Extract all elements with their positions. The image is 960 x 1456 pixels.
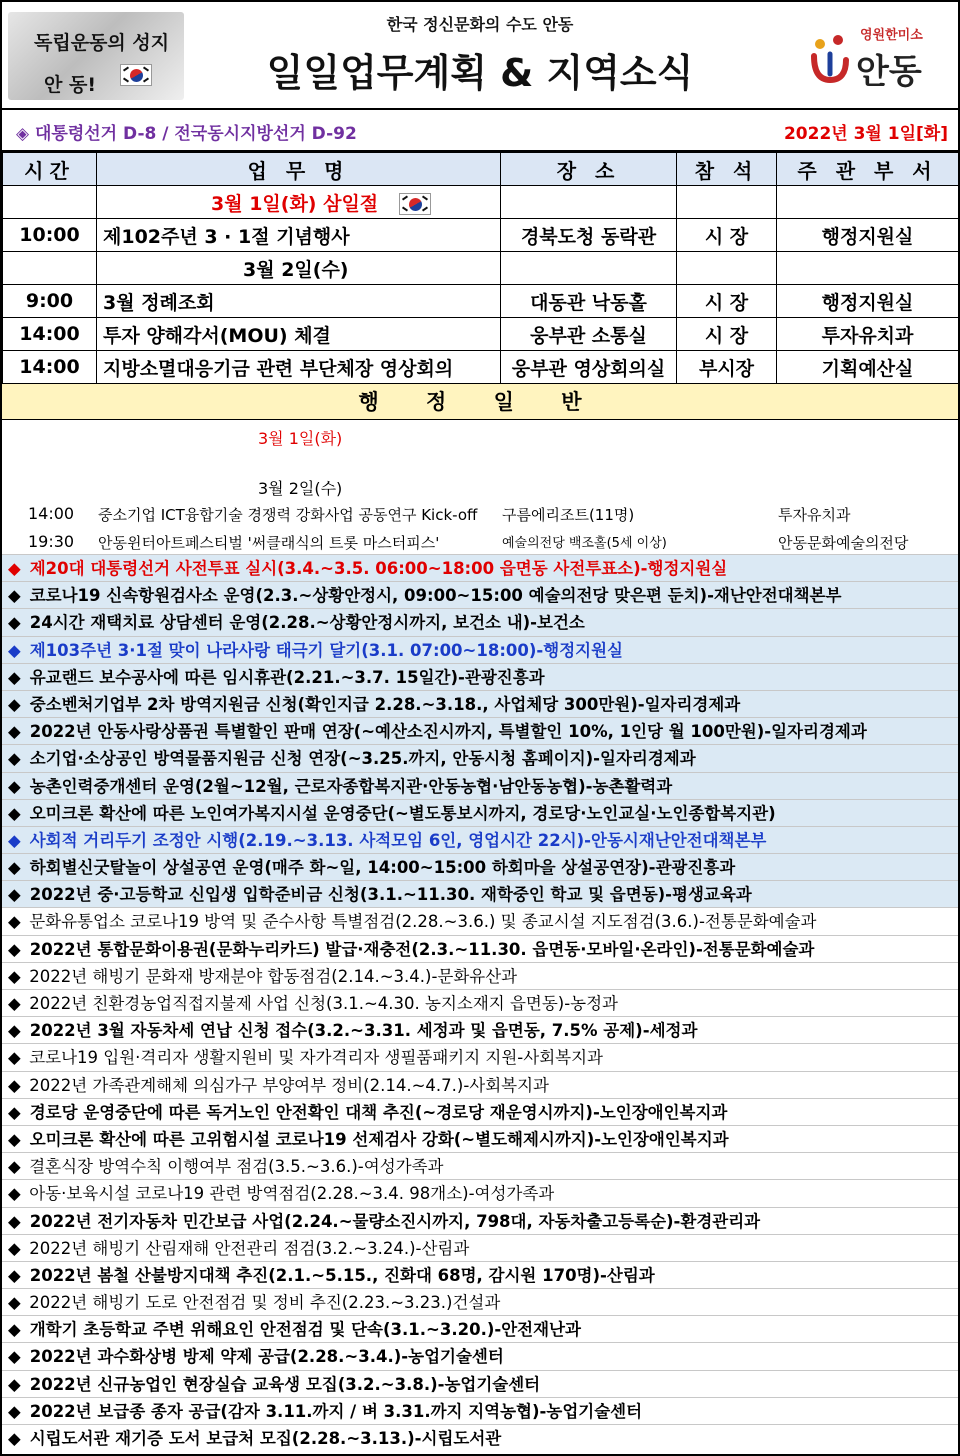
admin-time: 14:00 xyxy=(28,504,75,523)
row-dept: 기획예산실 xyxy=(777,351,959,384)
row-dept: 행정지원실 xyxy=(777,285,959,318)
diamond-bullet-icon: ◆ xyxy=(8,586,21,606)
notice-item xyxy=(2,826,958,853)
diamond-bullet-icon: ◆ xyxy=(8,776,21,796)
notice-text: 오미크론 확산에 따른 노인여가복지시설 운영중단(~별도통보시까지, 경로당·노인교실·노인종합복지관) xyxy=(24,803,776,823)
admin-body xyxy=(2,420,958,572)
notice-item xyxy=(2,962,958,989)
notice-item xyxy=(2,772,958,799)
row-place: 경북도청 동락관 xyxy=(501,219,677,252)
row-place: 웅부관 소통실 xyxy=(501,318,677,351)
diamond-bullet-icon: ◆ xyxy=(8,1048,21,1068)
header-time: 시간 xyxy=(3,153,97,186)
notice-text: 2022년 해빙기 산림재해 안전관리 점검(3.2.~3.24.)-산림과 xyxy=(24,1238,470,1258)
notice-text: 문화유통업소 코로나19 방역 및 준수사항 특별점검(2.28.~3.6.) 및 종교시설 지도점검(3.6.)-전통문화예술과 xyxy=(24,912,817,932)
notice-item xyxy=(2,880,958,907)
notice-text: 사회적 거리두기 조정안 시행(2.19.~3.13. 사적모임 6인, 영업시간 22시)-안동시재난안전대책본부 xyxy=(24,830,767,850)
notice-item xyxy=(2,1152,958,1179)
row-attend: 부시장 xyxy=(677,351,777,384)
notice-text: 2022년 과수화상병 방제 약제 공급(2.28.~3.4.)-농업기술센터 xyxy=(24,1347,504,1367)
row-dept: 투자유치과 xyxy=(777,318,959,351)
notice-item xyxy=(2,1424,958,1451)
notice-text: 2022년 해빙기 도로 안전점검 및 정비 추진(2.23.~3.23.)건설과 xyxy=(24,1293,501,1313)
notice-text: 아동·보육시설 코로나19 관련 방역점검(2.28.~3.4. 98개소)-여성가족과 xyxy=(24,1184,555,1204)
page-subtitle: 한국 정신문화의 수도 안동 xyxy=(386,15,574,34)
diamond-bullet-icon: ◆ xyxy=(8,1184,21,1204)
notice-text: 시립도서관 재기증 도서 보급처 모집(2.28.~3.13.)-시립도서관 xyxy=(24,1429,502,1448)
admin-date-1: 3월 1일(화) xyxy=(258,429,343,448)
diamond-bullet-icon: ◆ xyxy=(8,1211,21,1231)
admin-heading: 행 정 일 반 xyxy=(2,384,958,420)
header-task: 업 무 명 xyxy=(97,153,501,186)
notice-text: 결혼식장 방역수칙 이행여부 점검(3.5.~3.6.)-여성가족과 xyxy=(24,1157,444,1177)
admin-dept: 투자유치과 xyxy=(778,506,851,524)
notice-item xyxy=(2,989,958,1016)
row-dept: 행정지원실 xyxy=(777,219,959,252)
notice-item xyxy=(2,554,958,581)
logo-name: 안동 xyxy=(856,52,922,92)
diamond-bullet-icon: ◆ xyxy=(8,1293,21,1313)
diamond-bullet-icon: ◆ xyxy=(8,1021,21,1041)
notice-item xyxy=(2,581,958,608)
diamond-bullet-icon: ◆ xyxy=(8,1075,21,1095)
row-task: 지방소멸대응기금 관련 부단체장 영상회의 xyxy=(97,351,501,384)
schedule-table xyxy=(2,152,959,384)
date-label: 3월 1일(화) 삼일절 xyxy=(211,192,379,215)
header-attend: 참 석 xyxy=(677,153,777,186)
row-task: 제102주년 3 · 1절 기념행사 xyxy=(97,219,501,252)
notice-item xyxy=(2,717,958,744)
notice-item xyxy=(2,1370,958,1397)
table-row xyxy=(3,285,959,318)
dday-bar xyxy=(2,110,958,152)
notice-text: 2022년 안동사랑상품권 특별할인 판매 연장(~예산소진시까지, 특별할인 10%, 1인당 월 100만원)-일자리경제과 xyxy=(24,722,867,742)
notice-text: 2022년 3월 자동차세 연납 신청 접수(3.2.~3.31. 세정과 및 읍면동, 7.5% 공제)-세정과 xyxy=(24,1021,698,1041)
diamond-bullet-icon: ◆ xyxy=(8,1320,21,1340)
notice-item xyxy=(2,1234,958,1261)
notice-text: 2022년 보급종 종자 공급(감자 3.11.까지 / 벼 3.31.까지 지역농협)-농업기술센터 xyxy=(24,1401,643,1421)
notice-text: 소기업·소상공인 방역물품지원금 신청 연장(~3.25.까지, 안동시청 홈페이지)-일자리경제과 xyxy=(24,749,696,769)
row-time: 9:00 xyxy=(3,285,97,318)
slogan-line2: 안 동! xyxy=(44,74,96,96)
notice-item xyxy=(2,853,958,880)
notice-text: 2022년 해빙기 문화재 방재분야 합동점검(2.14.~3.4.)-문화유산과 xyxy=(24,966,518,986)
notice-item xyxy=(2,608,958,635)
header xyxy=(2,2,958,110)
admin-task: 안동윈터아트페스티벌 '써클래식의 트롯 마스터피스' xyxy=(98,534,440,552)
diamond-bullet-icon: ◆ xyxy=(8,1129,21,1149)
notice-text: 하회별신굿탈놀이 상설공연 운영(매주 화~일, 14:00~15:00 하회마을 상설공연장)-관광진흥과 xyxy=(24,858,736,878)
logo-slogan: 영원한미소 xyxy=(860,28,923,43)
notice-item xyxy=(2,1016,958,1043)
diamond-bullet-icon: ◆ xyxy=(8,667,21,687)
notice-item xyxy=(2,1179,958,1206)
notice-item xyxy=(2,1071,958,1098)
notice-item xyxy=(2,907,958,934)
notice-text: 농촌인력중개센터 운영(2월~12월, 근로자종합복지관·안동농협·남안동농협)-농촌활력과 xyxy=(24,776,673,796)
admin-row xyxy=(2,504,958,526)
diamond-bullet-icon: ◆ xyxy=(8,1401,21,1421)
row-place: 대동관 낙동홀 xyxy=(501,285,677,318)
diamond-bullet-icon: ◆ xyxy=(8,1265,21,1285)
table-row xyxy=(3,219,959,252)
notice-item xyxy=(2,1315,958,1342)
notice-item xyxy=(2,1125,958,1152)
notice-text: 개학기 초등학교 주변 위해요인 안전점검 및 단속(3.1.~3.20.)-안전재난과 xyxy=(24,1320,581,1340)
notice-item xyxy=(2,1397,958,1424)
notice-text: 2022년 봄철 산불방지대책 추진(2.1.~5.15., 진화대 68명, 감시원 170명)-산림과 xyxy=(24,1265,655,1285)
notice-item xyxy=(2,1043,958,1070)
header-dept: 주 관 부 서 xyxy=(777,153,959,186)
date-row xyxy=(3,252,959,285)
table-row xyxy=(3,318,959,351)
date-row xyxy=(3,186,959,219)
date-row-1 xyxy=(97,186,501,219)
header-place: 장 소 xyxy=(501,153,677,186)
diamond-bullet-icon: ◆ xyxy=(8,1347,21,1367)
notice-item xyxy=(2,799,958,826)
notice-item xyxy=(2,1261,958,1288)
diamond-bullet-icon: ◆ xyxy=(8,966,21,986)
notice-list xyxy=(2,554,958,1454)
table-row xyxy=(3,351,959,384)
diamond-bullet-icon: ◆ xyxy=(8,1429,21,1448)
notice-item xyxy=(2,1207,958,1234)
notice-item xyxy=(2,935,958,962)
notice-item xyxy=(2,744,958,771)
notice-text: 2022년 가족관계해체 의심가구 부양여부 정비(2.14.~4.7.)-사회복지과 xyxy=(24,1075,549,1095)
andong-logo-icon xyxy=(808,30,852,86)
diamond-bullet-icon: ◆ xyxy=(8,830,21,850)
admin-place: 구름에리조트(11명) xyxy=(502,506,635,524)
row-task: 3월 정례조회 xyxy=(97,285,501,318)
notice-text: 2022년 신규농업인 현장실습 교육생 모집(3.2.~3.8.)-농업기술센터 xyxy=(24,1374,541,1394)
row-time: 10:00 xyxy=(3,219,97,252)
notice-item xyxy=(2,1288,958,1315)
diamond-bullet-icon: ◆ xyxy=(8,722,21,742)
election-countdown: ◈ 대통령선거 D-8 / 전국동시지방선거 D-92 xyxy=(16,124,357,144)
row-attend: 시 장 xyxy=(677,318,777,351)
table-header-row xyxy=(3,153,959,186)
notice-text: 코로나19 입원·격리자 생활지원비 및 자가격리자 생필품패키지 지원-사회복지과 xyxy=(24,1048,603,1068)
diamond-bullet-icon: ◆ xyxy=(8,939,21,959)
admin-task: 중소기업 ICT융합기술 경쟁력 강화사업 공동연구 Kick-off xyxy=(98,506,478,524)
diamond-bullet-icon: ◆ xyxy=(8,694,21,714)
current-date: 2022년 3월 1일[화] xyxy=(783,124,948,144)
admin-row xyxy=(2,532,958,554)
diamond-bullet-icon: ◆ xyxy=(8,559,21,578)
row-time: 14:00 xyxy=(3,318,97,351)
notice-text: 제103주년 3·1절 맞이 나라사랑 태극기 달기(3.1. 07:00~18:00)-행정지원실 xyxy=(24,640,623,660)
notice-item xyxy=(2,636,958,663)
notice-item xyxy=(2,1342,958,1369)
notice-text: 2022년 통합문화이용권(문화누리카드) 발급·재충전(2.3.~11.30. 읍면동·모바일·온라인)-전통문화예술과 xyxy=(24,939,815,959)
notice-item xyxy=(2,1098,958,1125)
diamond-bullet-icon: ◆ xyxy=(8,885,21,905)
notice-text: 코로나19 신속항원검사소 운영(2.3.~상황안정시, 09:00~15:00 예술의전당 맞은편 둔치)-재난안전대책본부 xyxy=(24,586,842,606)
notice-text: 중소벤처기업부 2차 방역지원금 신청(확인지급 2.28.~3.18., 사업체당 300만원)-일자리경제과 xyxy=(24,694,741,714)
admin-time: 19:30 xyxy=(28,532,75,551)
notice-text: 경로당 운영중단에 따른 독거노인 안전확인 대책 추진(~경로당 재운영시까지)-노인장애인복지과 xyxy=(24,1102,728,1122)
page-title: 일일업무계획 & 지역소식 xyxy=(266,51,694,95)
diamond-bullet-icon: ◆ xyxy=(8,749,21,769)
admin-dept: 안동문화예술의전당 xyxy=(778,534,909,552)
diamond-bullet-icon: ◆ xyxy=(8,858,21,878)
diamond-bullet-icon: ◆ xyxy=(8,1102,21,1122)
slogan-line1: 독립운동의 성지 xyxy=(34,32,170,54)
row-time: 14:00 xyxy=(3,351,97,384)
diamond-bullet-icon: ◆ xyxy=(8,613,21,633)
admin-date-2: 3월 2일(수) xyxy=(258,479,343,498)
notice-text: 2022년 전기자동차 민간보급 사업(2.24.~물량소진시까지, 798대, 자동차출고등록순)-환경관리과 xyxy=(24,1211,761,1231)
diamond-bullet-icon: ◆ xyxy=(8,1157,21,1177)
diamond-bullet-icon: ◆ xyxy=(8,640,21,660)
andong-logo xyxy=(804,16,944,96)
diamond-bullet-icon: ◆ xyxy=(8,1238,21,1258)
row-attend: 시 장 xyxy=(677,219,777,252)
notice-text: 2022년 친환경농업직접지불제 사업 신청(3.1.~4.30. 농지소재지 읍면동)-농정과 xyxy=(24,994,618,1013)
diamond-bullet-icon: ◆ xyxy=(8,912,21,932)
date-row-2: 3월 2일(수) xyxy=(97,252,501,285)
row-task: 투자 양해각서(MOU) 체결 xyxy=(97,318,501,351)
korean-flag-icon xyxy=(399,193,431,215)
notice-text: 제20대 대통령선거 사전투표 실시(3.4.~3.5. 06:00~18:00 읍면동 사전투표소)-행정지원실 xyxy=(24,559,728,578)
notice-text: 2022년 중·고등학교 신입생 입학준비금 신청(3.1.~11.30. 재학중인 학교 및 읍면동)-평생교육과 xyxy=(24,885,752,905)
notice-text: 24시간 재택치료 상담센터 운영(2.28.~상황안정시까지, 보건소 내)-보건소 xyxy=(24,613,585,633)
notice-item xyxy=(2,663,958,690)
notice-text: 유교랜드 보수공사에 따른 임시휴관(2.21.~3.7. 15일간)-관광진흥과 xyxy=(24,667,545,687)
row-attend: 시 장 xyxy=(677,285,777,318)
row-place: 웅부관 영상회의실 xyxy=(501,351,677,384)
diamond-bullet-icon: ◆ xyxy=(8,803,21,823)
admin-place: 예술의전당 백조홀(5세 이상) xyxy=(502,536,667,551)
diamond-bullet-icon: ◆ xyxy=(8,994,21,1013)
notice-item xyxy=(2,690,958,717)
diamond-bullet-icon: ◆ xyxy=(8,1374,21,1394)
notice-text: 오미크론 확산에 따른 고위험시설 코로나19 선제검사 강화(~별도해제시까지)-노인장애인복지과 xyxy=(24,1129,729,1149)
